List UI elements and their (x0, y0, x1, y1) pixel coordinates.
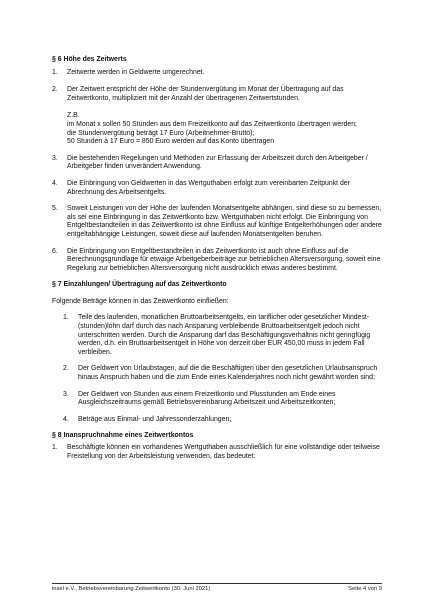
list-item: 1. Teile des laufenden, monatlichen Bruttoarbeitsentgelts, ein tariflicher oder gesetzlicher Mindest-(stunden)lohn darf durch das nach Ansparung verbleibende Bruttoarbeitsentgelt jedoch nicht unterschritten werden. Durch die Ansparung darf das Beschäftigungsverhältnis nicht geringfügig werden, d.h. ein Bruttoarbeitsentgelt in Höhe von derzeit über EUR 450,00 muss in jedem Fall verbleiben. (63, 314, 371, 356)
document-body (52, 56, 382, 461)
footer-document-title: insel e.V., Betriebsvereinbarung Zeitwertkonto (30. Juni 2021) (52, 586, 211, 592)
list-item: 2. Der Zeitwert entspricht der Höhe der Stundenvergütung im Monat der Übertragung auf das Zeitwertkonto, multipliziert mit der Anzahl der übertragenen Zeitwertstunden. Z.B. im Monat x sollen 50 Stunden aus dem Freizeitkonto auf das Zeitwertkonto übertragen werden; die Stundenvergütung beträgt 17 Euro (Arbeitnehmer-Brutto); 50 Stunden à 17 Euro = 850 Euro werden auf das Konto übertragen (52, 86, 382, 147)
list-item: 1. Beschäftigte können ein vorhandenes Wertguthaben ausschließlich für eine vollständige oder teilweise Freistellung von der Arbeitsleistung verwenden, das bedeutet: (52, 444, 380, 460)
list-item: 3. Die bestehenden Regelungen und Methoden zur Erfassung der Arbeitszeit durch den Arbeitgeber / Arbeitgeber finden unverändert Anwendung. (52, 154, 368, 171)
section-8-heading: § 8 Inanspruchnahme eines Zeitwertkontos (52, 432, 194, 440)
section-7-intro: Folgende Beträge können in das Zeitwertkonto einfließen: (52, 297, 229, 305)
section-6-heading: § 6 Höhe des Zeitwerts (52, 56, 127, 63)
page-footer (52, 583, 382, 592)
list-item: 4. Beträge aus Einmal- und Jahressonderzahlungen; (63, 415, 232, 423)
list-item: 1. Zeitwerte werden in Geldwerte umgerechnet. (52, 68, 205, 76)
section-6-list (52, 69, 382, 274)
list-item: 2. Der Geldwert von Urlaubstagen, auf die die Beschäftigten über den gesetzlichen Urlaubsanspruch hinaus Anspruch haben und die zum Ende eines Kalenderjahres noch nicht gewährt worden sind; (63, 365, 378, 382)
list-item: 4. Die Einbringung von Geldwerten in das Wertguthaben erfolgt zum vereinbarten Zeitpunkt der Abrechnung des Arbeitsentgelts. (52, 179, 350, 196)
footer-page-number: Seite 4 von 9 (348, 586, 382, 592)
example-block: Z.B. im Monat x sollen 50 Stunden aus dem Freizeitkonto auf das Zeitwertkonto übertragen werden; die Stundenvergütung beträgt 17 Euro (Arbeitnehmer-Brutto); 50 Stunden à 17 Euro = 850 Euro werden auf das Konto übertragen (67, 112, 357, 146)
list-item: 5. Soweit Leistungen von der Höhe der laufenden Monatsentgelte abhängen, sind diese so zu bemessen, als sei eine Einbringung in das Zeitwertkonto bzw. Wertguthaben nicht erfolgt. Die Einbringung von Entgeltbestandteilen in das Zeitwertkonto ist ohne Einfluss auf künftige Entgelterhöhungen oder andere entgeltabhängige Leistungen, soweit diese auf laufenden Monatsentgelten beruhen. (52, 205, 382, 238)
section-7-heading: § 7 Einzahlungen/ Übertragung auf das Zeitwertkonto (52, 281, 227, 289)
list-item: 6. Die Einbringung von Entgeltbestandteilen in das Zeitwertkonto ist auch ohne Einfluss auf die Berechnungsgrundlage für etwaige Arbeitgeberbeiträge zur betrieblichen Altersversorgung, soweit eine Regelung zur betrieblichen Altersversorgung nicht ausdrücklich etwas anderes bestimmt. (52, 247, 381, 272)
list-item: 3. Der Geldwert von Stunden aus einem Freizeitkonto und Plusstunden am Ende eines Ausgleichszeitraums gemäß Betriebsvereinbarung Arbeitszeit und Arbeitszeitkonten; (63, 390, 336, 407)
section-7-list (52, 314, 382, 424)
section-8-list (52, 444, 382, 461)
